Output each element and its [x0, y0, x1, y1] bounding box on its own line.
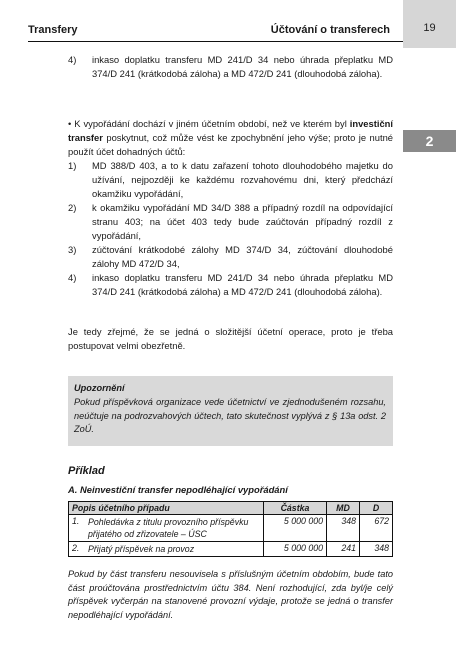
list-text: MD 388/D 403, a to k datu zařazení tohoto dlouhodobého majetku do užívání, nejpozději ke každému rozvahovému dni, který předchází okamžiku vypořádání,: [92, 160, 393, 199]
running-header-right: Účtování o transferech: [270, 24, 390, 36]
running-header-left: Transfery: [28, 24, 78, 36]
list-item: [68, 201, 393, 243]
table-row: [69, 515, 393, 542]
row-md: 348: [327, 515, 360, 542]
table-header-row: [69, 502, 393, 515]
list-number: 4): [68, 54, 77, 65]
col-header-amount: Částka: [264, 502, 327, 515]
row-amount: 5 000 000: [264, 542, 327, 557]
paragraph-end: poskytnut, což může vést ke zpochybnění jeho výše; proto je nutné použít účet dohadných účtů:: [68, 132, 393, 157]
notice-title: Upozornění: [74, 383, 125, 393]
list-item: [68, 159, 393, 201]
list-text: inkaso doplatku transferu MD 241/D 34 nebo úhrada přeplatku MD 374/D 241 (krátkodobá záloha) a MD 472/D 241 (dlouhodobá záloha).: [92, 272, 393, 297]
list-number: 3): [68, 244, 77, 255]
row-d: 672: [360, 515, 393, 542]
example-table: [68, 501, 393, 557]
row-index: 1.: [69, 515, 86, 542]
header-rule: [28, 41, 403, 42]
row-index: 2.: [69, 542, 86, 557]
col-header-d: D: [360, 502, 393, 515]
table-row: [69, 542, 393, 557]
paragraph: [68, 117, 393, 159]
top-list: [68, 53, 393, 81]
notice-box: [68, 376, 393, 446]
list-text: inkaso doplatku transferu MD 241/D 34 nebo úhrada přeplatku MD 374/D 241 (krátkodobá záloha) a MD 472/D 241 (dlouhodobá záloha).: [92, 54, 393, 79]
row-md: 241: [327, 542, 360, 557]
row-description: Pohledávka z titulu provozního příspěvku přijatého od zřizovatele – ÚSC: [85, 515, 264, 542]
paragraph-start: • K vypořádání dochází v jiném účetním období, než ve kterém byl: [68, 118, 347, 129]
col-header-description: Popis účetního případu: [69, 502, 264, 515]
list-number: 1): [68, 160, 77, 171]
page-number: 19: [423, 22, 436, 34]
row-amount: 5 000 000: [264, 515, 327, 542]
row-description: Přijatý příspěvek na provoz: [85, 542, 264, 557]
list-item: [68, 243, 393, 271]
conclusion-paragraph: Je tedy zřejmé, že se jedná o složitější účetní operace, proto je třeba postupovat velmi obezřetně.: [68, 326, 393, 351]
closing-paragraph: Pokud by část transferu nesouvisela s příslušným účetním obdobím, bude tato část proúčtována prostřednictvím účtu 384. Není rozhodující, zda byl/je celý příspěvek vyčerpán na stanovené provozní výdaje, protože se jedná o transfer nepodléhající vypořádání.: [68, 569, 393, 620]
list-text: k okamžiku vypořádání MD 34/D 388 a případný rozdíl na odpovídající stranu 403; na účet 403 tedy bude zaúčtován případný rozdíl z vypořádání,: [92, 202, 393, 241]
list-item: [68, 271, 393, 299]
chapter-tab: 2: [403, 130, 456, 152]
paragraph-keyword: investiční transfer: [68, 118, 393, 143]
list-item: [68, 53, 393, 81]
row-d: 348: [360, 542, 393, 557]
notice-text: Pokud příspěvková organizace vede účetnictví ve zjednodušeném rozsahu, neúčtuje na podrozvahových účtech, tato skutečnost vyplývá z § 13a odst. 2 ZoÚ.: [74, 397, 386, 434]
example-title: Příklad: [68, 465, 105, 477]
col-header-md: MD: [327, 502, 360, 515]
list-number: 2): [68, 202, 77, 213]
numbered-list: [68, 159, 393, 299]
example-subtitle: A. Neinvestiční transfer nepodléhající vypořádání: [68, 484, 288, 495]
list-text: zúčtování krátkodobé zálohy MD 374/D 34, zúčtování dlouhodobé zálohy MD 472/D 34,: [92, 244, 393, 269]
list-number: 4): [68, 272, 77, 283]
